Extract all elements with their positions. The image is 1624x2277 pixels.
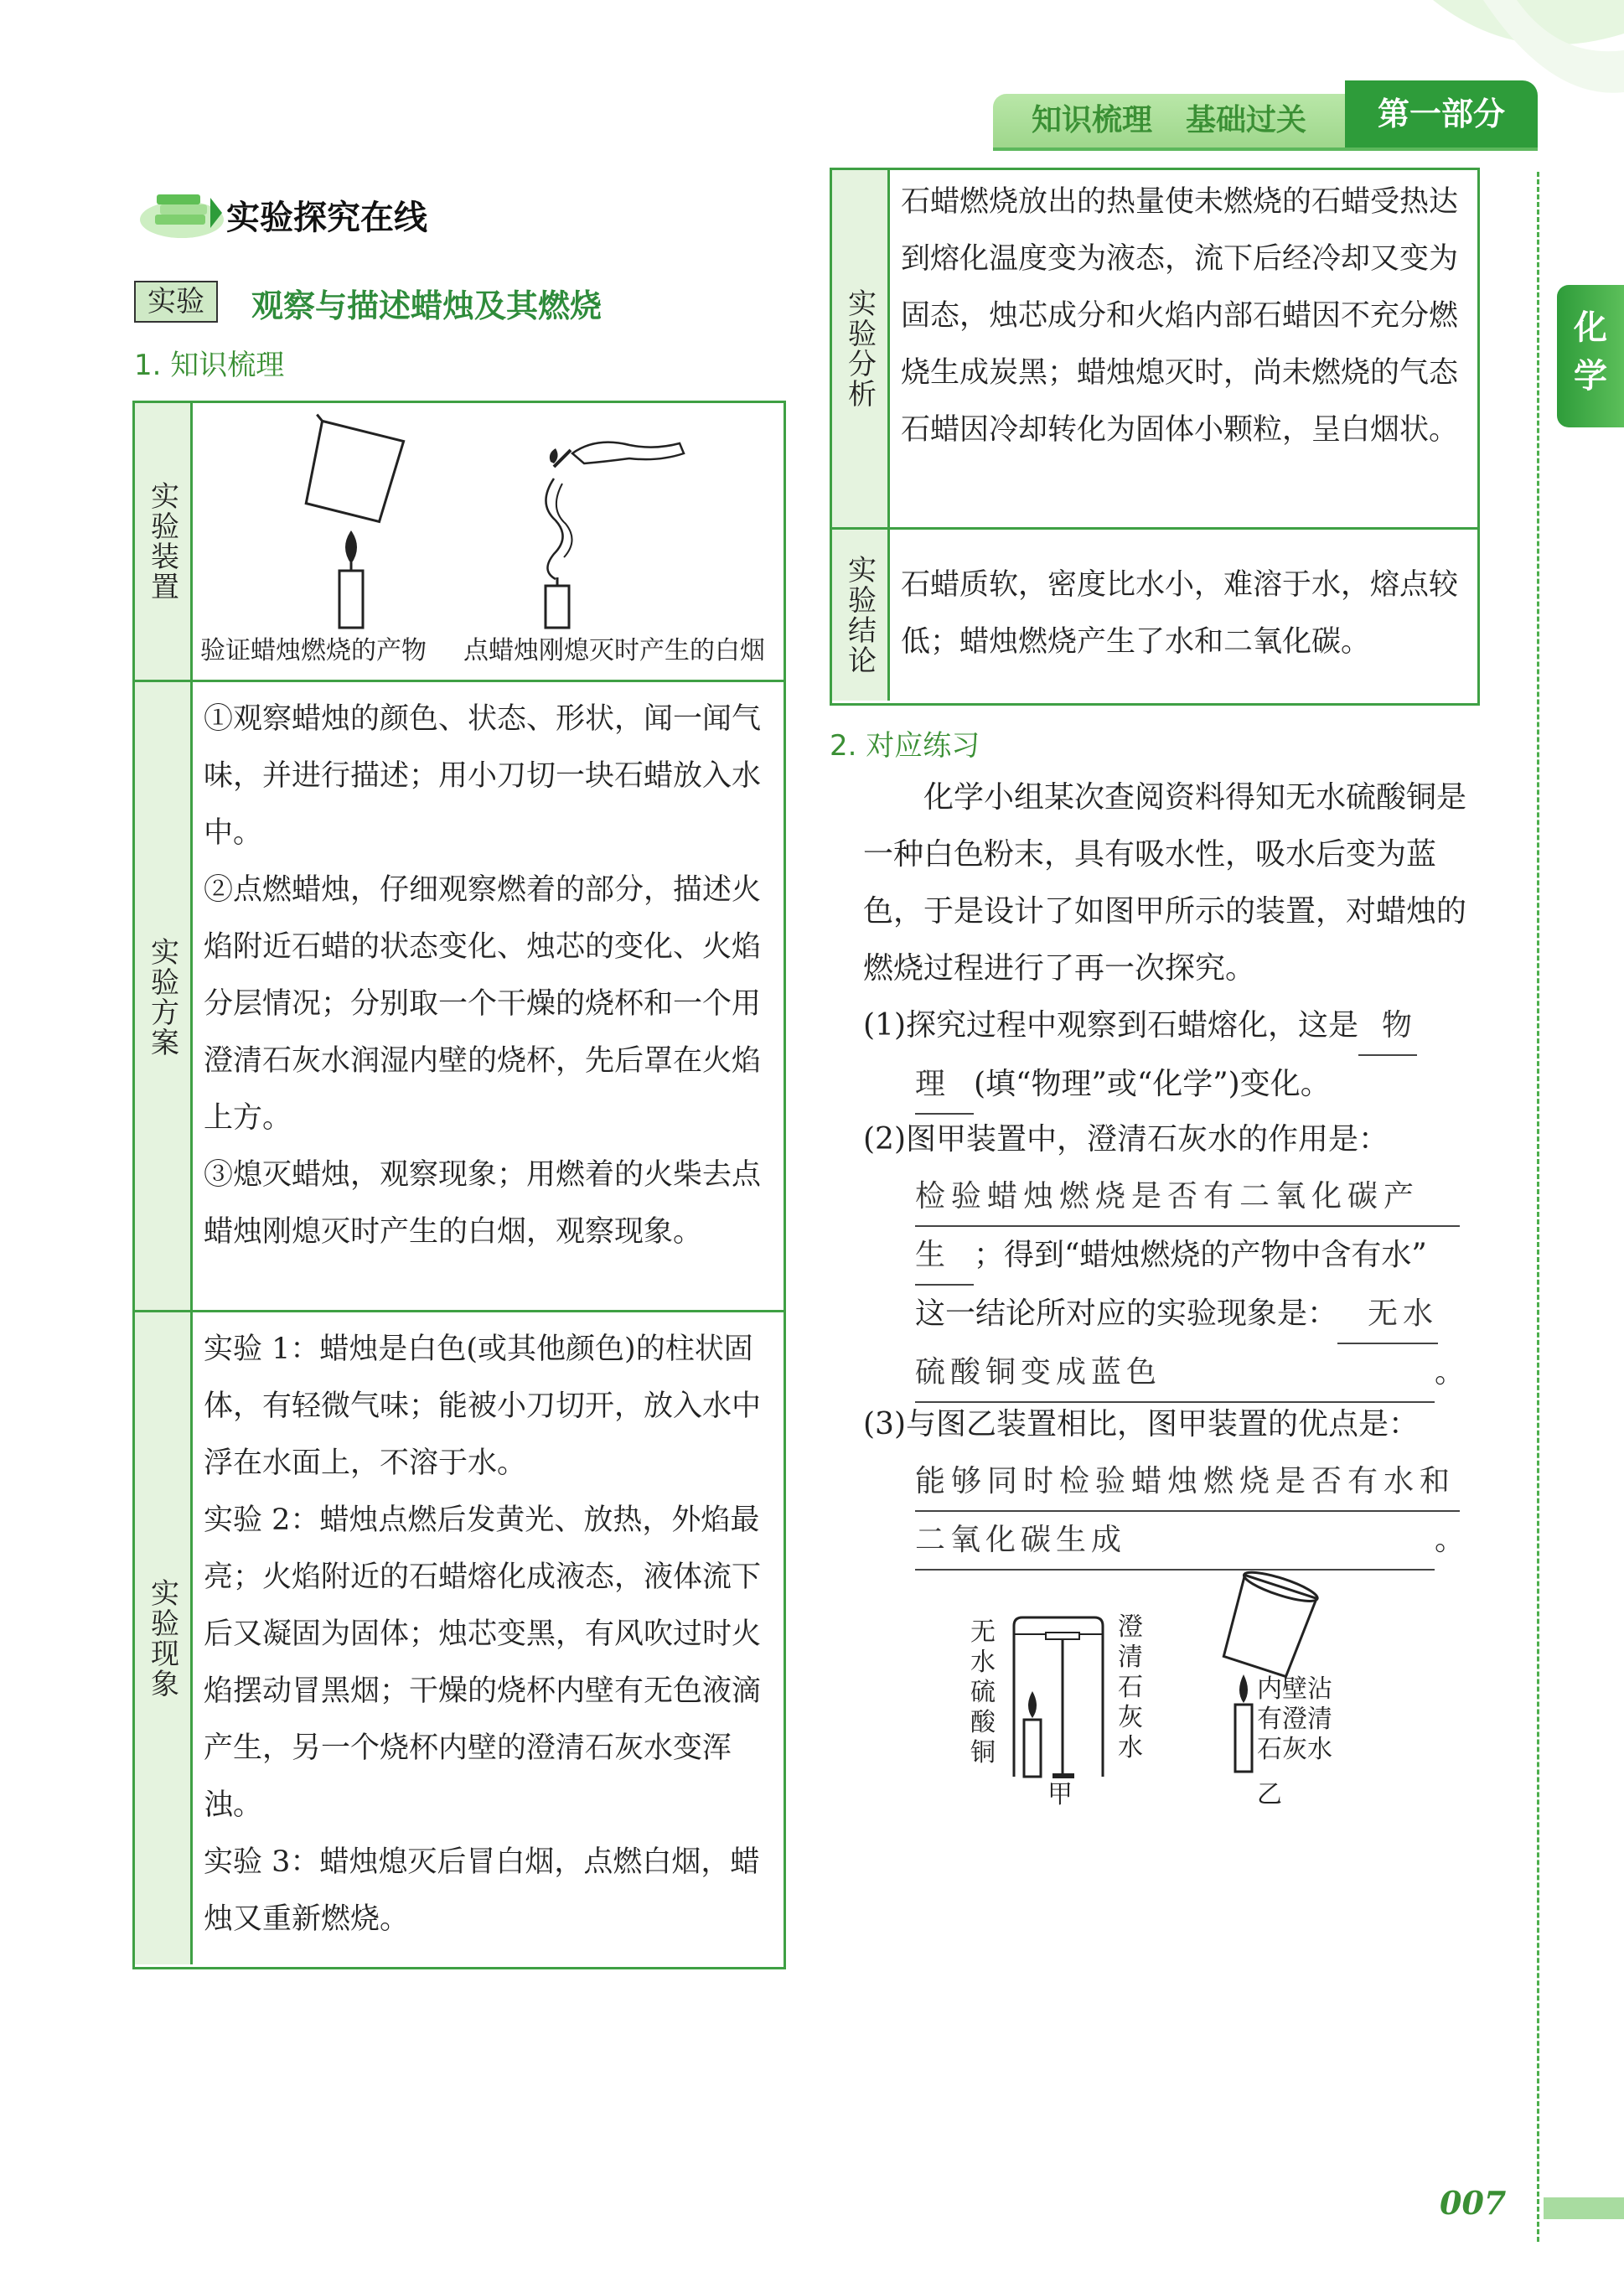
q2-answer-phenomenon-b: 硫酸铜变成蓝色 — [915, 1344, 1435, 1403]
q1-answer-part-a: 物 — [1358, 997, 1417, 1056]
procedure-step-3: ③熄灭蜡烛，观察现象；用燃着的火柴去点蜡烛刚熄灭时产生的白烟，观察现象。 — [204, 1158, 762, 1249]
q2-prompt: (2)图甲装置中，澄清石灰水的作用是： — [863, 1122, 1389, 1157]
q3-prompt: (3)与图乙装置相比，图甲装置的优点是： — [863, 1407, 1419, 1441]
phenomena-exp-3: 实验 3：蜡烛熄灭后冒白烟，点燃白烟，蜡烛又重新燃烧。 — [204, 1845, 760, 1936]
practice-intro: 化学小组某次查阅资料得知无水硫酸铜是一种白色粉末，具有吸水性，吸水后变为蓝色，于是设计了如图甲所示的装置，对蜡烛的燃烧过程进行了再一次探究。 — [863, 780, 1467, 986]
row-label-apparatus: 实验装置 — [135, 403, 193, 680]
q2-answer-line-1: 检验蜡烛燃烧是否有二氧化碳产 — [915, 1168, 1460, 1227]
section-title: 实验探究在线 — [226, 199, 427, 237]
q3-end: 。 — [1435, 1523, 1466, 1557]
subject-char-2: 学 — [1574, 357, 1607, 396]
q1-suffix: (填“物理”或“化学”)变化。 — [974, 1067, 1331, 1101]
question-1 — [863, 997, 1483, 1115]
table-row-conclusion — [832, 527, 1477, 701]
header-tab-knowledge: 知识梳理 — [1031, 103, 1152, 137]
caption-jia: 甲 — [1047, 1780, 1073, 1809]
subheading-practice: 2. 对应练习 — [830, 729, 980, 763]
table-row-analysis — [832, 170, 1477, 527]
label-anhydrous-copper-sulfate: 无水硫酸铜 — [970, 1617, 996, 1767]
row-label-analysis: 实验分析 — [832, 170, 890, 527]
label-beaker-limewater: 内壁沾有澄清石灰水 — [1257, 1674, 1332, 1764]
q3-answer-line-1: 能够同时检验蜡烛燃烧是否有水和 — [915, 1453, 1460, 1512]
experiment-table — [132, 401, 786, 1969]
question-2 — [863, 1111, 1483, 1403]
table-row-procedure — [135, 680, 784, 1312]
caption-verify-products: 验证蜡烛燃烧的产物 — [200, 636, 427, 665]
match-white-smoke-figure — [504, 428, 713, 629]
experiment-title: 观察与描述蜡烛及其燃烧 — [251, 287, 603, 324]
q2-middle-2: 这一结论所对应的实验现象是： — [915, 1296, 1338, 1331]
phenomena-exp-2: 实验 2：蜡烛点燃后发黄光、放热，外焰最亮；火焰附近的石蜡熔化成液态，液体流下后又凝固为固体；烛芯变黑，有风吹过时火焰摆动冒黑烟；干燥的烧杯内壁有无色液滴产生，另一个烧杯内壁的澄清石灰水变浑浊。 — [204, 1503, 762, 1822]
label-limewater: 澄清石灰水 — [1118, 1612, 1143, 1762]
experiment-badge: 实验 — [134, 281, 218, 323]
question-3 — [863, 1396, 1483, 1571]
conclusion-text: 石蜡质软，密度比水小，难溶于水，熔点较低；蜡烛燃烧产生了水和二氧化碳。 — [901, 568, 1459, 659]
q2-end: 。 — [1435, 1355, 1466, 1389]
caption-yi: 乙 — [1257, 1780, 1282, 1809]
phenomena-text — [204, 1321, 772, 1948]
table-row-apparatus — [135, 403, 784, 680]
caption-white-smoke: 点蜡烛刚熄灭时产生的白烟 — [463, 636, 765, 665]
subheading-knowledge: 1. 知识梳理 — [134, 349, 285, 382]
q1-answer-part-b: 理 — [915, 1056, 974, 1115]
page-number: 007 — [1440, 2184, 1507, 2222]
q2-middle: ；得到“蜡烛燃烧的产物中含有水” — [974, 1238, 1427, 1272]
row-label-phenomena: 实验现象 — [135, 1312, 193, 1964]
procedure-text — [204, 691, 772, 1260]
page-number-bar — [1544, 2197, 1624, 2219]
header-part: 第一部分 — [1345, 80, 1538, 147]
candle-beaker-figure — [252, 413, 453, 631]
q2-answer-line-2: 生 — [915, 1227, 974, 1286]
procedure-step-2: ②点燃蜡烛，仔细观察燃着的部分，描述火焰附近石蜡的状态变化、烛芯的变化、火焰分层情况；分别取一个干燥的烧杯和一个用澄清石灰水润湿内壁的烧杯，先后罩在火焰上方。 — [204, 873, 762, 1135]
header-tabs — [993, 94, 1345, 147]
q3-answer-line-2: 二氧化碳生成 — [915, 1512, 1435, 1571]
q2-answer-phenomenon-a: 无水 — [1337, 1286, 1438, 1344]
row-label-procedure: 实验方案 — [135, 682, 193, 1312]
header-divider — [993, 147, 1538, 151]
q1-prompt: (1)探究过程中观察到石蜡熔化，这是 — [863, 1008, 1358, 1043]
analysis-table — [830, 168, 1480, 706]
margin-dashed-line — [1537, 172, 1539, 2242]
subject-char-1: 化 — [1574, 308, 1607, 347]
header-tab-basics: 基础过关 — [1186, 103, 1307, 137]
row-label-conclusion: 实验结论 — [832, 530, 890, 701]
analysis-text: 石蜡燃烧放出的热量使未燃烧的石蜡受热达到熔化温度变为液态，流下后经冷却又变为固态，烛芯成分和火焰内部石蜡因不充分燃烧生成炭黑；蜡烛熄灭时，尚未燃烧的气态石蜡因冷却转化为固体小颗粒，呈白烟状。 — [901, 185, 1459, 447]
phenomena-exp-1: 实验 1：蜡烛是白色(或其他颜色)的柱状固体，有轻微气味；能被小刀切开，放入水中浮在水面上，不溶于水。 — [204, 1333, 762, 1480]
table-row-phenomena — [135, 1310, 784, 1964]
apparatus-jia-figure — [1004, 1609, 1113, 1793]
subject-side-tab — [1557, 285, 1624, 427]
procedure-step-1: ①观察蜡烛的颜色、状态、形状，闻一闻气味，并进行描述；用小刀切一块石蜡放入水中。 — [204, 702, 762, 850]
books-icon — [138, 186, 226, 240]
